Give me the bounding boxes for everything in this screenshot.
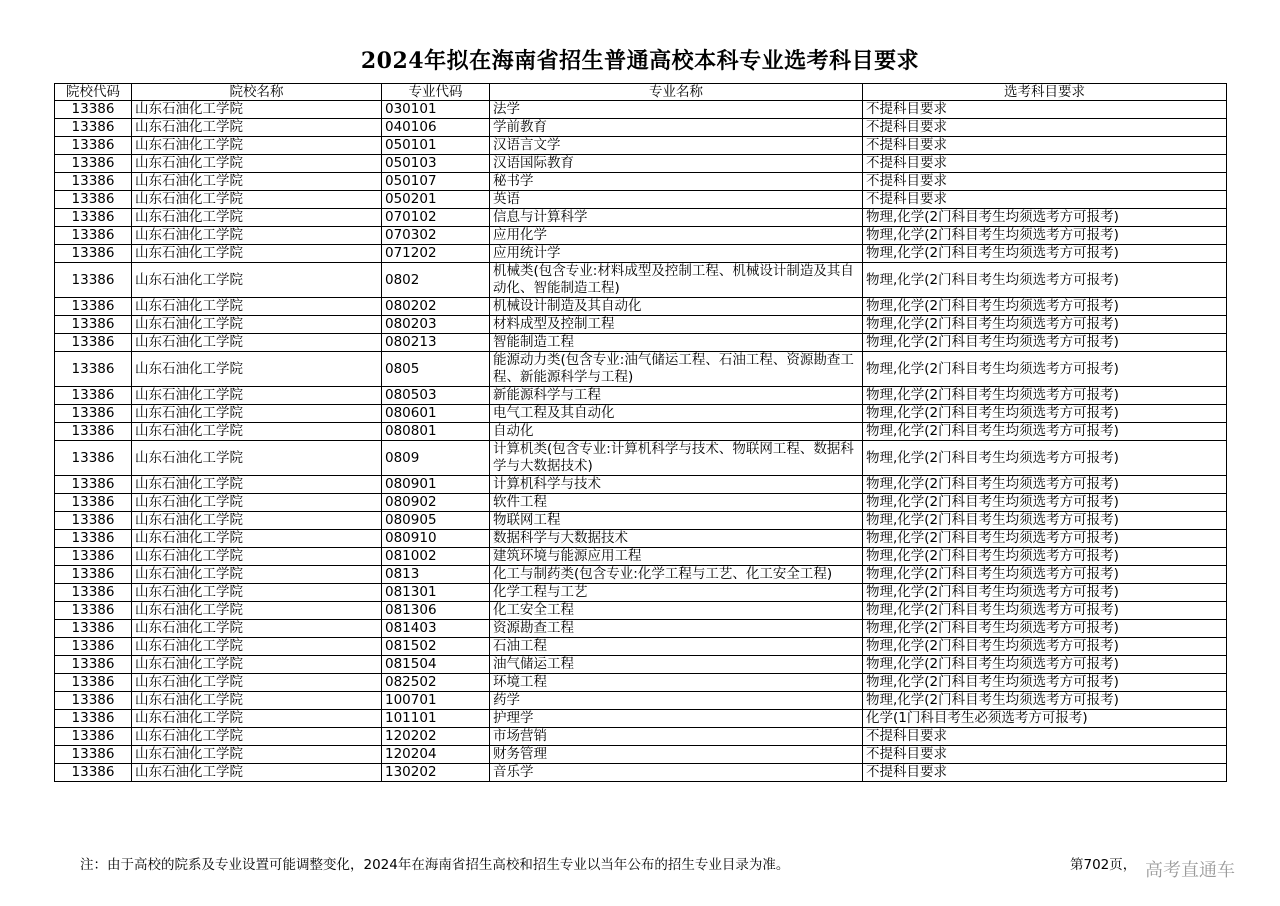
cell-subject-requirement: 物理,化学(2门科目考生均须选考方可报考): [863, 316, 1227, 334]
cell-subject-requirement: 物理,化学(2门科目考生均须选考方可报考): [863, 476, 1227, 494]
cell-major-code: 081306: [382, 602, 490, 620]
cell-school-name: 山东石油化工学院: [132, 656, 382, 674]
cell-major-name: 建筑环境与能源应用工程: [490, 548, 863, 566]
cell-major-name: 计算机科学与技术: [490, 476, 863, 494]
cell-subject-requirement: 不提科目要求: [863, 101, 1227, 119]
table-row: [55, 441, 1227, 476]
cell-major-name: 新能源科学与工程: [490, 387, 863, 405]
cell-major-name: 应用化学: [490, 227, 863, 245]
cell-school-code: 13386: [55, 119, 132, 137]
cell-school-code: 13386: [55, 674, 132, 692]
cell-major-name: 资源勘查工程: [490, 620, 863, 638]
cell-subject-requirement: 物理,化学(2门科目考生均须选考方可报考): [863, 263, 1227, 298]
cell-school-code: 13386: [55, 566, 132, 584]
cell-school-code: 13386: [55, 405, 132, 423]
cell-major-name: 数据科学与大数据技术: [490, 530, 863, 548]
cell-major-code: 081502: [382, 638, 490, 656]
cell-school-name: 山东石油化工学院: [132, 298, 382, 316]
table-row: [55, 191, 1227, 209]
table-body: [55, 101, 1227, 782]
table-row: [55, 530, 1227, 548]
cell-school-name: 山东石油化工学院: [132, 710, 382, 728]
cell-school-name: 山东石油化工学院: [132, 227, 382, 245]
cell-school-name: 山东石油化工学院: [132, 728, 382, 746]
cell-school-name: 山东石油化工学院: [132, 602, 382, 620]
cell-major-name: 市场营销: [490, 728, 863, 746]
cell-major-code: 0802: [382, 263, 490, 298]
cell-school-code: 13386: [55, 764, 132, 782]
cell-school-name: 山东石油化工学院: [132, 441, 382, 476]
cell-major-name: 油气储运工程: [490, 656, 863, 674]
cell-school-name: 山东石油化工学院: [132, 405, 382, 423]
cell-major-name: 智能制造工程: [490, 334, 863, 352]
footnote: 注：由于高校的院系及专业设置可能调整变化，2024年在海南省招生高校和招生专业以当年公布的招生专业目录为准。: [80, 857, 790, 873]
cell-school-name: 山东石油化工学院: [132, 423, 382, 441]
table-row: [55, 728, 1227, 746]
cell-major-code: 050103: [382, 155, 490, 173]
table-row: [55, 674, 1227, 692]
cell-school-code: 13386: [55, 476, 132, 494]
cell-major-code: 0809: [382, 441, 490, 476]
cell-major-code: 080901: [382, 476, 490, 494]
cell-school-code: 13386: [55, 298, 132, 316]
cell-major-name: 化工与制药类(包含专业:化学工程与工艺、化工安全工程): [490, 566, 863, 584]
table-row: [55, 334, 1227, 352]
cell-major-name: 法学: [490, 101, 863, 119]
table-row: [55, 387, 1227, 405]
cell-school-name: 山东石油化工学院: [132, 173, 382, 191]
cell-major-name: 能源动力类(包含专业:油气储运工程、石油工程、资源勘查工程、新能源科学与工程): [490, 352, 863, 387]
cell-major-code: 080503: [382, 387, 490, 405]
cell-school-code: 13386: [55, 584, 132, 602]
table-row: [55, 405, 1227, 423]
cell-school-code: 13386: [55, 494, 132, 512]
cell-subject-requirement: 物理,化学(2门科目考生均须选考方可报考): [863, 656, 1227, 674]
cell-major-code: 080801: [382, 423, 490, 441]
cell-school-name: 山东石油化工学院: [132, 155, 382, 173]
table-header-row: [55, 84, 1227, 101]
cell-major-name: 机械设计制造及其自动化: [490, 298, 863, 316]
cell-major-name: 学前教育: [490, 119, 863, 137]
cell-school-code: 13386: [55, 728, 132, 746]
cell-major-code: 050107: [382, 173, 490, 191]
cell-major-name: 计算机类(包含专业:计算机科学与技术、物联网工程、数据科学与大数据技术): [490, 441, 863, 476]
cell-major-name: 音乐学: [490, 764, 863, 782]
cell-school-name: 山东石油化工学院: [132, 530, 382, 548]
cell-major-name: 软件工程: [490, 494, 863, 512]
cell-major-code: 081403: [382, 620, 490, 638]
header-school-code: 院校代码: [55, 84, 132, 101]
cell-school-code: 13386: [55, 334, 132, 352]
cell-subject-requirement: 物理,化学(2门科目考生均须选考方可报考): [863, 548, 1227, 566]
cell-major-name: 秘书学: [490, 173, 863, 191]
cell-school-name: 山东石油化工学院: [132, 245, 382, 263]
page-title: 2024年拟在海南省招生普通高校本科专业选考科目要求: [360, 48, 920, 74]
cell-major-name: 石油工程: [490, 638, 863, 656]
table-row: [55, 137, 1227, 155]
cell-major-code: 050201: [382, 191, 490, 209]
cell-major-code: 080202: [382, 298, 490, 316]
cell-major-name: 财务管理: [490, 746, 863, 764]
cell-school-code: 13386: [55, 101, 132, 119]
cell-school-code: 13386: [55, 441, 132, 476]
cell-subject-requirement: 物理,化学(2门科目考生均须选考方可报考): [863, 512, 1227, 530]
cell-subject-requirement: 物理,化学(2门科目考生均须选考方可报考): [863, 298, 1227, 316]
requirements-table: [54, 83, 1227, 782]
cell-major-code: 081002: [382, 548, 490, 566]
cell-subject-requirement: 物理,化学(2门科目考生均须选考方可报考): [863, 209, 1227, 227]
cell-major-code: 080203: [382, 316, 490, 334]
cell-school-name: 山东石油化工学院: [132, 316, 382, 334]
cell-major-name: 汉语国际教育: [490, 155, 863, 173]
cell-subject-requirement: 物理,化学(2门科目考生均须选考方可报考): [863, 423, 1227, 441]
cell-school-code: 13386: [55, 746, 132, 764]
table-row: [55, 209, 1227, 227]
cell-subject-requirement: 不提科目要求: [863, 173, 1227, 191]
table-row: [55, 692, 1227, 710]
cell-school-name: 山东石油化工学院: [132, 746, 382, 764]
cell-subject-requirement: 物理,化学(2门科目考生均须选考方可报考): [863, 441, 1227, 476]
cell-major-code: 0813: [382, 566, 490, 584]
cell-school-name: 山东石油化工学院: [132, 494, 382, 512]
cell-school-code: 13386: [55, 209, 132, 227]
table-row: [55, 710, 1227, 728]
cell-subject-requirement: 物理,化学(2门科目考生均须选考方可报考): [863, 674, 1227, 692]
cell-major-code: 070302: [382, 227, 490, 245]
cell-subject-requirement: 物理,化学(2门科目考生均须选考方可报考): [863, 602, 1227, 620]
cell-subject-requirement: 物理,化学(2门科目考生均须选考方可报考): [863, 692, 1227, 710]
cell-subject-requirement: 物理,化学(2门科目考生均须选考方可报考): [863, 638, 1227, 656]
table-row: [55, 352, 1227, 387]
table-row: [55, 155, 1227, 173]
cell-school-code: 13386: [55, 692, 132, 710]
cell-major-code: 080601: [382, 405, 490, 423]
table-row: [55, 638, 1227, 656]
cell-subject-requirement: 物理,化学(2门科目考生均须选考方可报考): [863, 227, 1227, 245]
cell-major-code: 071202: [382, 245, 490, 263]
cell-major-name: 应用统计学: [490, 245, 863, 263]
cell-school-name: 山东石油化工学院: [132, 263, 382, 298]
cell-subject-requirement: 物理,化学(2门科目考生均须选考方可报考): [863, 566, 1227, 584]
cell-school-name: 山东石油化工学院: [132, 137, 382, 155]
cell-school-code: 13386: [55, 173, 132, 191]
cell-school-code: 13386: [55, 602, 132, 620]
table-row: [55, 423, 1227, 441]
cell-school-code: 13386: [55, 656, 132, 674]
table-row: [55, 263, 1227, 298]
header-major-name: 专业名称: [490, 84, 863, 101]
cell-school-name: 山东石油化工学院: [132, 476, 382, 494]
cell-school-name: 山东石油化工学院: [132, 101, 382, 119]
cell-major-code: 120202: [382, 728, 490, 746]
cell-subject-requirement: 物理,化学(2门科目考生均须选考方可报考): [863, 387, 1227, 405]
table-row: [55, 566, 1227, 584]
table-row: [55, 746, 1227, 764]
header-major-code: 专业代码: [382, 84, 490, 101]
cell-school-code: 13386: [55, 620, 132, 638]
cell-subject-requirement: 不提科目要求: [863, 137, 1227, 155]
watermark: 高考直通车: [1145, 860, 1235, 881]
cell-subject-requirement: 物理,化学(2门科目考生均须选考方可报考): [863, 352, 1227, 387]
cell-school-name: 山东石油化工学院: [132, 334, 382, 352]
cell-major-code: 101101: [382, 710, 490, 728]
cell-major-code: 081301: [382, 584, 490, 602]
cell-major-name: 信息与计算科学: [490, 209, 863, 227]
cell-major-name: 环境工程: [490, 674, 863, 692]
cell-subject-requirement: 物理,化学(2门科目考生均须选考方可报考): [863, 245, 1227, 263]
cell-major-code: 0805: [382, 352, 490, 387]
cell-school-name: 山东石油化工学院: [132, 209, 382, 227]
cell-subject-requirement: 不提科目要求: [863, 119, 1227, 137]
table-row: [55, 316, 1227, 334]
cell-school-name: 山东石油化工学院: [132, 387, 382, 405]
cell-major-code: 100701: [382, 692, 490, 710]
cell-major-name: 汉语言文学: [490, 137, 863, 155]
cell-major-code: 030101: [382, 101, 490, 119]
cell-school-code: 13386: [55, 263, 132, 298]
cell-major-name: 英语: [490, 191, 863, 209]
table-row: [55, 101, 1227, 119]
cell-subject-requirement: 化学(1门科目考生必须选考方可报考): [863, 710, 1227, 728]
cell-school-name: 山东石油化工学院: [132, 352, 382, 387]
table-row: [55, 494, 1227, 512]
cell-major-code: 080910: [382, 530, 490, 548]
table-row: [55, 512, 1227, 530]
cell-school-code: 13386: [55, 548, 132, 566]
cell-school-code: 13386: [55, 512, 132, 530]
cell-school-name: 山东石油化工学院: [132, 638, 382, 656]
cell-major-name: 护理学: [490, 710, 863, 728]
cell-subject-requirement: 不提科目要求: [863, 155, 1227, 173]
cell-major-code: 081504: [382, 656, 490, 674]
cell-major-name: 机械类(包含专业:材料成型及控制工程、机械设计制造及其自动化、智能制造工程): [490, 263, 863, 298]
cell-major-code: 130202: [382, 764, 490, 782]
cell-school-code: 13386: [55, 227, 132, 245]
cell-school-name: 山东石油化工学院: [132, 764, 382, 782]
cell-school-name: 山东石油化工学院: [132, 548, 382, 566]
cell-school-name: 山东石油化工学院: [132, 584, 382, 602]
cell-subject-requirement: 物理,化学(2门科目考生均须选考方可报考): [863, 334, 1227, 352]
cell-major-name: 电气工程及其自动化: [490, 405, 863, 423]
header-school-name: 院校名称: [132, 84, 382, 101]
cell-major-name: 药学: [490, 692, 863, 710]
cell-major-code: 082502: [382, 674, 490, 692]
table-row: [55, 584, 1227, 602]
cell-school-name: 山东石油化工学院: [132, 692, 382, 710]
table-row: [55, 298, 1227, 316]
table-row: [55, 548, 1227, 566]
cell-major-name: 物联网工程: [490, 512, 863, 530]
table-row: [55, 656, 1227, 674]
cell-school-name: 山东石油化工学院: [132, 512, 382, 530]
table-row: [55, 764, 1227, 782]
cell-school-code: 13386: [55, 710, 132, 728]
header-subject-requirement: 选考科目要求: [863, 84, 1227, 101]
cell-subject-requirement: 物理,化学(2门科目考生均须选考方可报考): [863, 530, 1227, 548]
cell-major-code: 080905: [382, 512, 490, 530]
cell-school-code: 13386: [55, 387, 132, 405]
cell-major-code: 120204: [382, 746, 490, 764]
table-row: [55, 245, 1227, 263]
cell-subject-requirement: 不提科目要求: [863, 764, 1227, 782]
cell-school-code: 13386: [55, 137, 132, 155]
cell-school-code: 13386: [55, 423, 132, 441]
cell-school-name: 山东石油化工学院: [132, 119, 382, 137]
table-row: [55, 119, 1227, 137]
cell-school-code: 13386: [55, 316, 132, 334]
cell-major-name: 化学工程与工艺: [490, 584, 863, 602]
cell-major-code: 070102: [382, 209, 490, 227]
cell-subject-requirement: 物理,化学(2门科目考生均须选考方可报考): [863, 620, 1227, 638]
cell-school-code: 13386: [55, 155, 132, 173]
cell-subject-requirement: 不提科目要求: [863, 746, 1227, 764]
table-row: [55, 227, 1227, 245]
cell-major-name: 自动化: [490, 423, 863, 441]
cell-major-name: 化工安全工程: [490, 602, 863, 620]
cell-major-code: 080213: [382, 334, 490, 352]
table-row: [55, 602, 1227, 620]
table-row: [55, 476, 1227, 494]
table-row: [55, 620, 1227, 638]
cell-school-code: 13386: [55, 352, 132, 387]
cell-major-code: 080902: [382, 494, 490, 512]
cell-school-name: 山东石油化工学院: [132, 191, 382, 209]
cell-school-code: 13386: [55, 245, 132, 263]
cell-subject-requirement: 物理,化学(2门科目考生均须选考方可报考): [863, 405, 1227, 423]
cell-major-code: 050101: [382, 137, 490, 155]
cell-subject-requirement: 不提科目要求: [863, 728, 1227, 746]
cell-school-name: 山东石油化工学院: [132, 566, 382, 584]
cell-subject-requirement: 不提科目要求: [863, 191, 1227, 209]
cell-school-name: 山东石油化工学院: [132, 674, 382, 692]
cell-school-name: 山东石油化工学院: [132, 620, 382, 638]
table-row: [55, 173, 1227, 191]
cell-school-code: 13386: [55, 530, 132, 548]
page-number: 第702页，: [1070, 857, 1137, 873]
cell-school-code: 13386: [55, 191, 132, 209]
cell-major-name: 材料成型及控制工程: [490, 316, 863, 334]
cell-major-code: 040106: [382, 119, 490, 137]
cell-subject-requirement: 物理,化学(2门科目考生均须选考方可报考): [863, 494, 1227, 512]
cell-subject-requirement: 物理,化学(2门科目考生均须选考方可报考): [863, 584, 1227, 602]
cell-school-code: 13386: [55, 638, 132, 656]
